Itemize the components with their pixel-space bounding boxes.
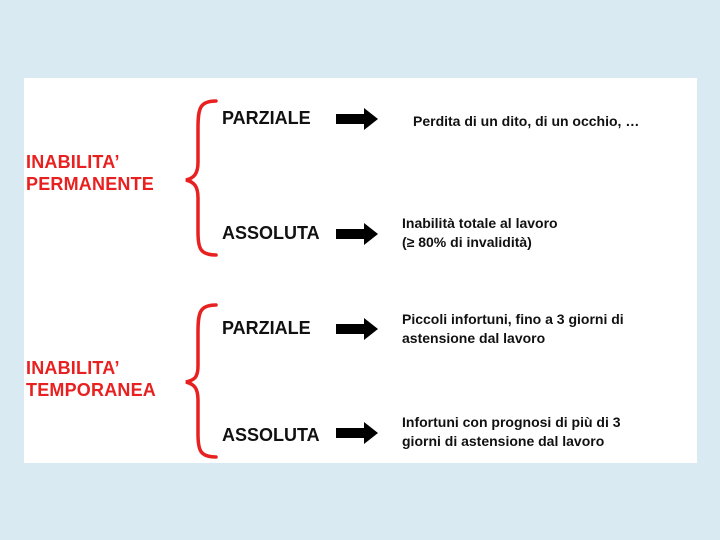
slide-panel: [24, 78, 697, 463]
desc-line: giorni di astensione dal lavoro: [402, 433, 605, 449]
item-temporanea-parziale-label: PARZIALE: [222, 318, 311, 338]
desc-line: (≥ 80% di invalidità): [402, 234, 532, 250]
item-permanente-assoluta-desc: [402, 214, 558, 252]
category-title-line: PERMANENTE: [26, 174, 155, 194]
right-arrow-icon: [336, 223, 378, 245]
item-permanente-parziale-desc: [413, 112, 639, 131]
desc-line: astensione dal lavoro: [402, 330, 546, 346]
right-arrow-icon: [336, 422, 378, 444]
item-permanente-assoluta-label: ASSOLUTA: [222, 223, 320, 243]
category-temporanea-title: [26, 357, 156, 401]
category-title-line: INABILITA’: [26, 358, 120, 378]
desc-line: Piccoli infortuni, fino a 3 giorni di: [402, 311, 624, 327]
category-title-line: TEMPORANEA: [26, 380, 157, 400]
desc-line: Perdita di un dito, di un occhio, …: [413, 113, 640, 129]
curly-brace-icon: [182, 98, 222, 258]
category-permanente-title: [26, 151, 154, 195]
right-arrow-icon: [336, 108, 378, 130]
right-arrow-icon: [336, 318, 378, 340]
desc-line: Infortuni con prognosi di più di 3: [402, 414, 621, 430]
curly-brace-icon: [182, 302, 222, 460]
desc-line: Inabilità totale al lavoro: [402, 215, 558, 231]
item-permanente-parziale-label: PARZIALE: [222, 108, 311, 128]
item-temporanea-assoluta-desc: [402, 413, 621, 451]
item-temporanea-assoluta-label: ASSOLUTA: [222, 425, 320, 445]
item-temporanea-parziale-desc: [402, 310, 624, 348]
category-title-line: INABILITA’: [26, 152, 120, 172]
